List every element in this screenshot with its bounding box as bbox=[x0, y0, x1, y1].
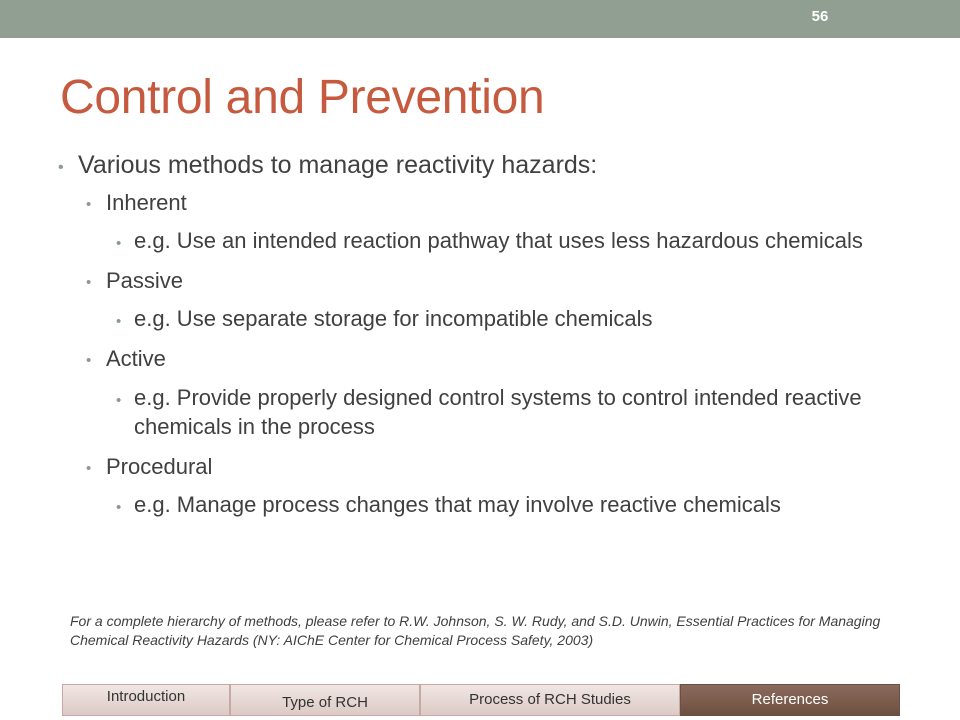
main-bullet bbox=[56, 150, 916, 180]
bullet-dot-icon: • bbox=[86, 274, 92, 292]
method-name: Active bbox=[106, 346, 166, 372]
bullet-dot-icon: • bbox=[116, 235, 122, 253]
bullet-dot-icon: • bbox=[58, 159, 64, 176]
method-name: Passive bbox=[106, 268, 184, 294]
method-item bbox=[56, 454, 916, 480]
bullet-dot-icon: • bbox=[86, 352, 92, 370]
bullet-dot-icon: • bbox=[116, 391, 122, 409]
method-example bbox=[56, 304, 916, 334]
method-name: Procedural bbox=[106, 453, 213, 479]
method-example-text: e.g. Provide properly designed control systems to control intended reactive chemicals in the process bbox=[134, 384, 862, 440]
nav-tab-process-of-rch-studies[interactable]: Process of RCH Studies bbox=[420, 684, 680, 716]
method-example-text: e.g. Use an intended reaction pathway that uses less hazardous chemicals bbox=[134, 228, 863, 254]
method-example-text: e.g. Manage process changes that may involve reactive chemicals bbox=[134, 492, 781, 518]
main-bullet-text: Various methods to manage reactivity hazards: bbox=[78, 151, 598, 179]
method-example bbox=[56, 226, 916, 256]
bullet-dot-icon: • bbox=[116, 499, 122, 517]
method-item bbox=[56, 346, 916, 372]
nav-tab-type-of-rch[interactable]: Type of RCH bbox=[230, 684, 420, 716]
method-name: Inherent bbox=[106, 190, 187, 215]
slide-number: 56 bbox=[811, 8, 829, 25]
top-bar bbox=[0, 0, 960, 38]
method-example bbox=[56, 490, 916, 520]
slide-content bbox=[56, 150, 916, 532]
slide-title: Control and Prevention bbox=[60, 71, 545, 124]
nav-tab-references[interactable]: References bbox=[680, 684, 900, 716]
bullet-dot-icon: • bbox=[86, 459, 92, 477]
method-example-text: e.g. Use separate storage for incompatible chemicals bbox=[134, 306, 653, 332]
section-nav bbox=[62, 684, 900, 716]
bullet-dot-icon: • bbox=[116, 313, 122, 331]
nav-tab-introduction[interactable]: Introduction bbox=[62, 684, 230, 716]
bullet-dot-icon: • bbox=[86, 196, 92, 213]
reference-note: For a complete hierarchy of methods, please refer to R.W. Johnson, S. W. Rudy, and S.D. Unwin, Essential Practices for Managing Chemical Reactivity Hazards (NY: AIChE Center for Chemical Process Safety, 2003) bbox=[70, 613, 881, 648]
method-item bbox=[56, 268, 916, 294]
method-item bbox=[56, 190, 916, 216]
method-example bbox=[56, 383, 916, 442]
